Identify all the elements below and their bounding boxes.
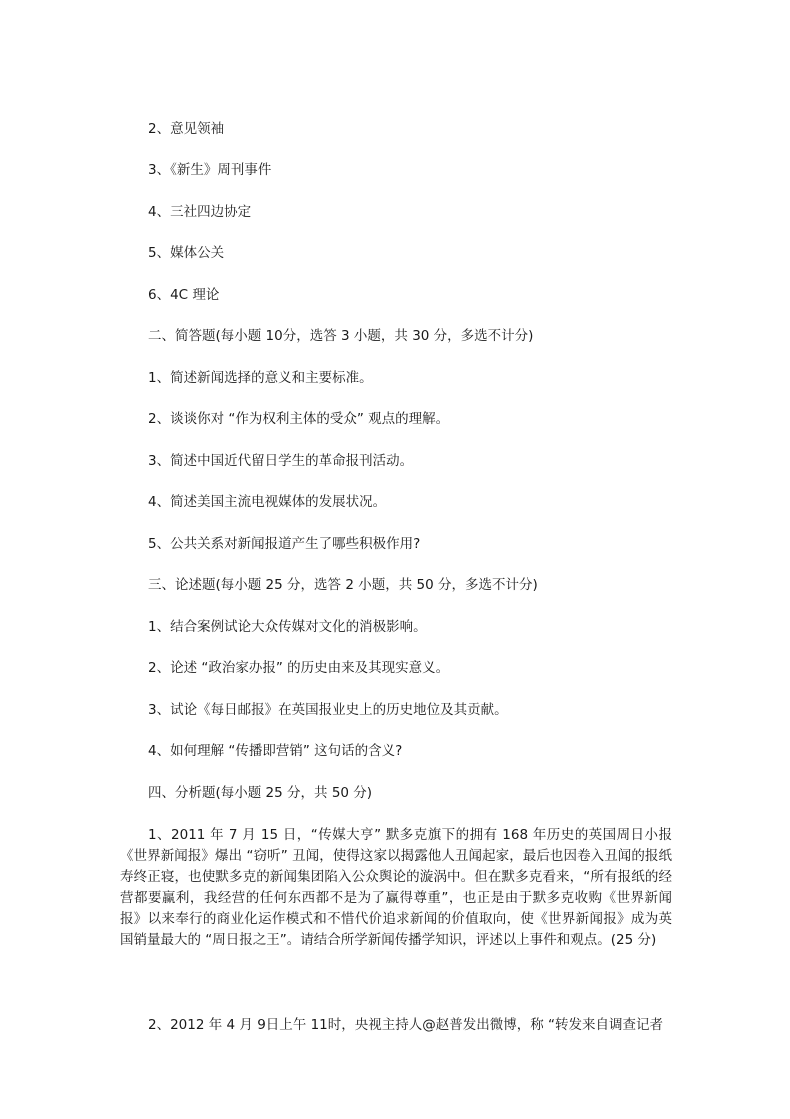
analysis-question-2: 2、2012 年 4 月 9日上午 11时，央视主持人@赵普发出微博，称 “转发来自调查记者: [148, 1017, 664, 1033]
short-answer-item-3: 3、简述中国近代留日学生的革命报刊活动。: [148, 453, 414, 469]
section-heading-analysis: 四、分析题(每小题 25 分，共 50 分): [148, 785, 373, 801]
short-answer-item-5: 5、公共关系对新闻报道产生了哪些积极作用?: [148, 536, 421, 552]
short-answer-item-4: 4、简述美国主流电视媒体的发展状况。: [148, 494, 387, 510]
term-item-3: 3、《新生》周刊事件: [148, 162, 272, 178]
essay-item-4: 4、如何理解 “传播即营销” 这句话的含义?: [148, 743, 403, 759]
essay-item-2: 2、论述 “政治家办报” 的历史由来及其现实意义。: [148, 660, 450, 676]
essay-item-1: 1、结合案例试论大众传媒对文化的消极影响。: [148, 619, 427, 635]
section-heading-essay: 三、论述题(每小题 25 分，选答 2 小题，共 50 分，多选不计分): [148, 577, 538, 593]
term-item-2: 2、意见领袖: [148, 121, 225, 137]
analysis-question-1: 1、2011 年 7 月 15 日，“传媒大亨” 默多克旗下的拥有 168 年历史的英国周日小报《世界新闻报》爆出 “窃听” 丑闻，使得这家以揭露他人丑闻起家，最后也因卷入丑闻的报纸寿终正寝，也使默多克的新闻集团陷入公众舆论的漩涡中。但在默多克看来，“所有报纸的经营都要赢利，我经营的任何东西都不是为了赢得尊重”，也正是由于默多克收购《世界新闻报》以来奉行的商业化运作模式和不惜代价追求新闻的价值取向，使《世界新闻报》成为英国销量最大的 “周日报之王”。请结合所学新闻传播学知识，评述以上事件和观点。(25 分): [120, 827, 672, 948]
section-heading-short-answer: 二、简答题(每小题 10分，选答 3 小题，共 30 分，多选不计分): [148, 328, 534, 344]
term-item-4: 4、三社四边协定: [148, 204, 252, 220]
short-answer-item-1: 1、简述新闻选择的意义和主要标准。: [148, 370, 373, 386]
essay-item-3: 3、试论《每日邮报》在英国报业史上的历史地位及其贡献。: [148, 702, 508, 718]
term-item-6: 6、4C 理论: [148, 287, 220, 303]
term-item-5: 5、媒体公关: [148, 245, 225, 261]
short-answer-item-2: 2、谈谈你对 “作为权利主体的受众” 观点的理解。: [148, 411, 450, 427]
